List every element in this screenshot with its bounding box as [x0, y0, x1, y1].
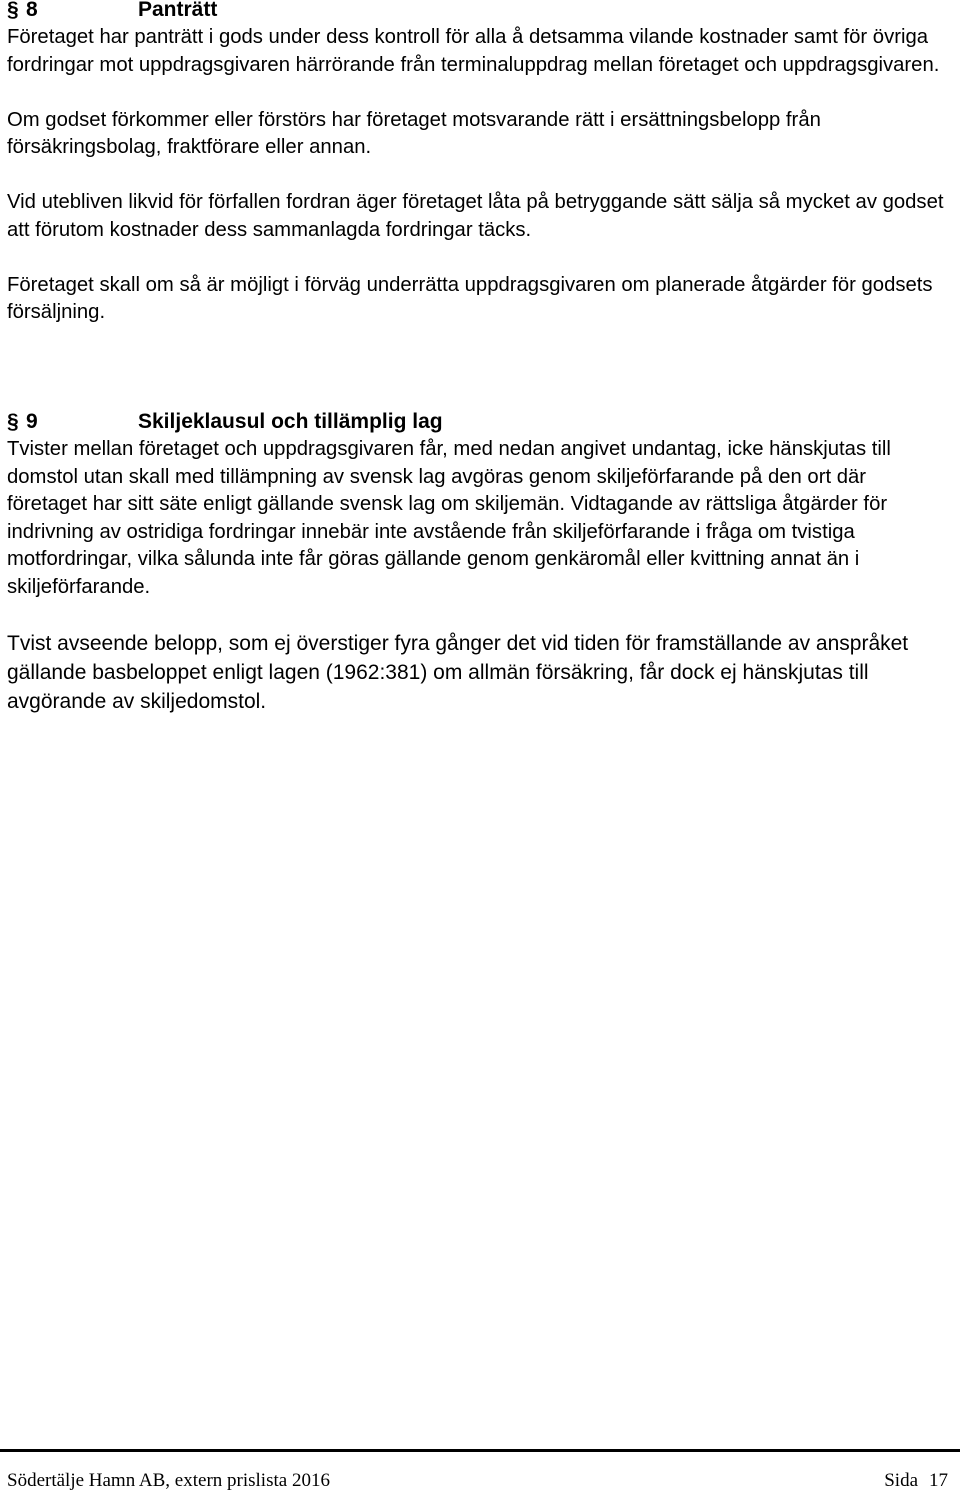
section-title: Panträtt [138, 0, 218, 21]
page-number: 17 [929, 1470, 948, 1491]
section-9 [7, 408, 947, 744]
section-symbol: § [7, 410, 19, 433]
footer-page-indicator [884, 1469, 948, 1493]
paragraph: Tvist avseende belopp, som ej överstiger fyra gånger det vid tiden för framställande av anspråket gällande basbeloppet enligt lagen (1962:381) om allmän försäkring, får dock ej hänskjutas till avgörande av skiljedomstol. [7, 632, 909, 714]
footer-document-title: Södertälje Hamn AB, extern prislista 2016 [7, 1470, 330, 1491]
section-title: Skiljeklausul och tillämplig lag [138, 410, 443, 433]
paragraph: Företaget skall om så är möjligt i förväg underrätta uppdragsgivaren om planerade åtgärder för godsets försäljning. [7, 273, 933, 323]
paragraph: Om godset förkommer eller förstörs har företaget motsvarande rätt i ersättningsbelopp från försäkringsbolag, fraktförare eller annan. [7, 108, 821, 158]
section-number: 8 [26, 0, 38, 21]
footer-divider [0, 1449, 960, 1452]
section-8-heading [7, 0, 947, 24]
section-symbol: § [7, 0, 19, 21]
paragraph: Vid utebliven likvid för förfallen fordran äger företaget låta på betryggande sätt sälja så mycket av godset att förutom kostnader dess sammanlagda fordringar täcks. [7, 191, 944, 241]
paragraph: Tvister mellan företaget och uppdragsgivaren får, med nedan angivet undantag, icke hänskjutas till domstol utan skall med tillämpning av svensk lag avgöras genom skiljeförfarande på den ort där företaget har sitt säte enligt gällande svensk lag om skiljemän. Vidtagande av rättsliga åtgärder för indrivning av ostridiga fordringar innebär inte avstående från skiljeförfarande i fråga om tvistiga motfordringar, vilka sålunda inte får göras gällande genom genkäromål eller kvittning annat än i skiljeförfarande. [7, 438, 891, 598]
section-8 [7, 0, 947, 354]
paragraph: Företaget har panträtt i gods under dess kontroll för alla å detsamma vilande kostnader samt för övriga fordringar mot uppdragsgivaren härrörande från terminaluppdrag mellan företaget och uppdragsgivaren. [7, 26, 940, 76]
section-number: 9 [26, 410, 38, 433]
page-label: Sida [884, 1470, 918, 1491]
section-9-heading [7, 408, 947, 436]
